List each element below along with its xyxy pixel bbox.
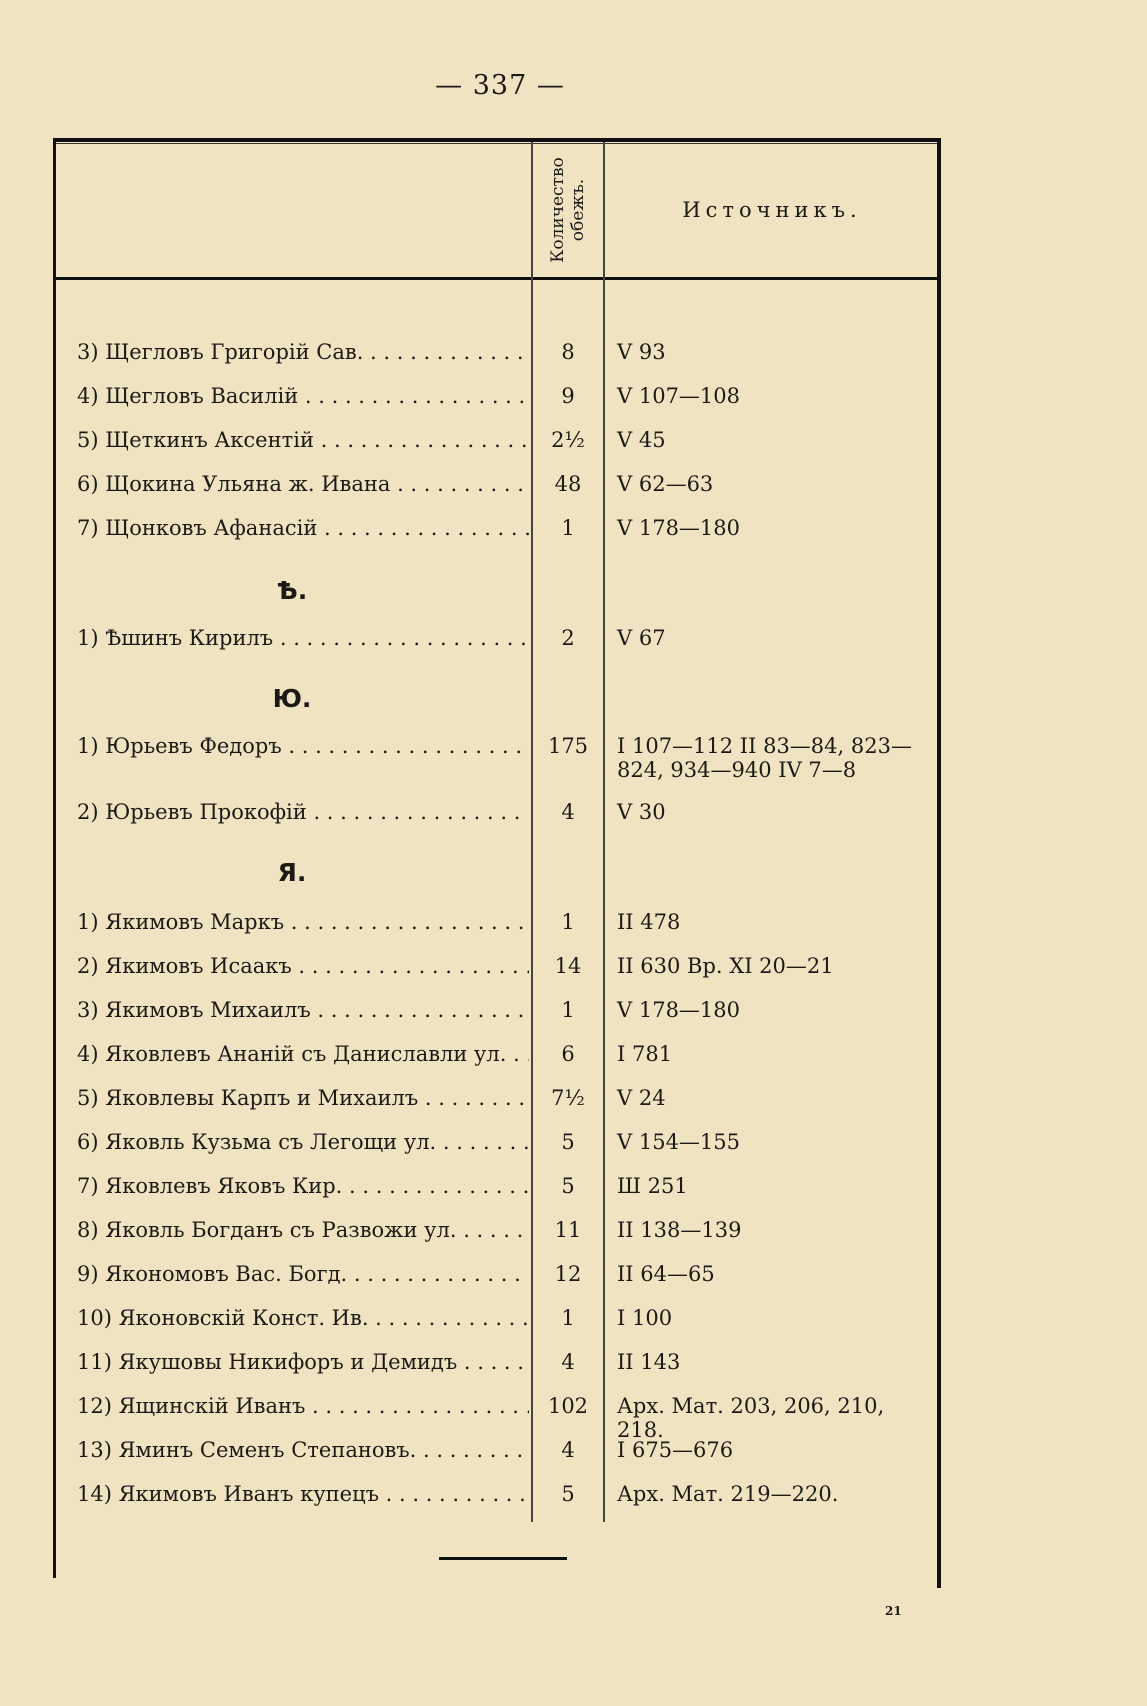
right-border <box>937 138 941 1588</box>
entry-source: I 107—112 II 83—84, 823—824, 934—940 IV 7—8 <box>617 734 912 782</box>
entry-quantity: 14 <box>554 954 582 978</box>
entry-name: 6) Щокина Ульяна ж. Ивана . . . <box>77 472 529 496</box>
entry-quantity: 5 <box>561 1174 575 1198</box>
entry-source: V 24 <box>617 1086 666 1110</box>
entry-quantity: 4 <box>561 800 575 824</box>
entry-name: 2) Якимовъ Исаакъ . . . <box>77 954 529 978</box>
top-rule-thin <box>53 143 941 144</box>
entry-source: V 107—108 <box>617 384 741 408</box>
entry-name: 5) Яковлевы Карпъ и Михаилъ . . . <box>77 1086 529 1110</box>
header-quantity-line1: Количество <box>548 157 568 263</box>
entry-name: 12) Ящинскій Иванъ . . . <box>77 1394 529 1418</box>
entry-quantity: 4 <box>561 1350 575 1374</box>
header-quantity-line2: обежъ. <box>568 178 588 242</box>
entry-quantity: 8 <box>561 340 575 364</box>
entry-name: 8) Яковль Богданъ съ Развожи ул. . . . <box>77 1218 529 1242</box>
entry-source: Арх. Мат. 203, 206, 210, 218. <box>617 1394 885 1442</box>
entry-name: 9) Якономовъ Вас. Богд. . . . <box>77 1262 529 1286</box>
entry-source: II 630 Вр. XI 20—21 <box>617 954 834 978</box>
entry-name: 14) Якимовъ Иванъ купецъ . . . <box>77 1482 529 1506</box>
column-separator-name <box>531 142 533 1522</box>
entry-quantity: 102 <box>547 1394 589 1418</box>
section-letter: Ѣ. <box>276 576 308 605</box>
entry-name: 4) Щегловъ Василій . . . <box>77 384 529 408</box>
entry-source: V 178—180 <box>617 516 741 540</box>
entry-quantity: 6 <box>561 1042 575 1066</box>
printer-signature: 21 <box>885 1604 902 1618</box>
header-rule <box>53 277 941 280</box>
entry-source: Арх. Мат. 219—220. <box>617 1482 839 1506</box>
entry-quantity: 2½ <box>551 428 585 452</box>
entry-source: V 67 <box>617 626 666 650</box>
entry-source: II 143 <box>617 1350 681 1374</box>
entry-source: V 178—180 <box>617 998 741 1022</box>
entry-source: Ш 251 <box>617 1174 688 1198</box>
entry-quantity: 5 <box>561 1482 575 1506</box>
entry-name: 10) Яконовскій Конст. Ив. . . . <box>77 1306 529 1330</box>
entry-source: II 64—65 <box>617 1262 715 1286</box>
entry-name: 7) Щонковъ Афанасій . . . <box>77 516 529 540</box>
entry-source: I 675—676 <box>617 1438 734 1462</box>
entry-quantity: 1 <box>561 998 575 1022</box>
page-number: — 337 — <box>435 70 565 101</box>
entry-quantity: 7½ <box>551 1086 585 1110</box>
entry-source: V 45 <box>617 428 666 452</box>
entry-quantity: 2 <box>561 626 575 650</box>
entry-source: II 138—139 <box>617 1218 742 1242</box>
entry-quantity: 4 <box>561 1438 575 1462</box>
entry-quantity: 12 <box>554 1262 582 1286</box>
entry-source: I 100 <box>617 1306 673 1330</box>
entry-name: 3) Якимовъ Михаилъ . . . <box>77 998 529 1022</box>
entry-quantity: 1 <box>561 516 575 540</box>
entry-quantity: 11 <box>554 1218 582 1242</box>
closing-rule <box>439 1557 567 1560</box>
section-letter: Я. <box>277 858 307 887</box>
entry-name: 1) Якимовъ Маркъ . . . <box>77 910 529 934</box>
entry-quantity: 1 <box>561 1306 575 1330</box>
entry-source: V 154—155 <box>617 1130 741 1154</box>
entry-source: I 781 <box>617 1042 673 1066</box>
entry-quantity: 5 <box>561 1130 575 1154</box>
column-separator-qty <box>603 142 605 1522</box>
entry-name: 1) Юрьевъ Федоръ . . . <box>77 734 529 758</box>
entry-name: 13) Яминъ Семенъ Степановъ. . . . <box>77 1438 529 1462</box>
entry-name: 1) Ѣшинъ Кирилъ . . . <box>77 626 529 650</box>
header-quantity <box>535 144 601 276</box>
entry-name: 3) Щегловъ Григорій Сав. . . . <box>77 340 529 364</box>
entry-quantity: 48 <box>554 472 582 496</box>
entry-name: 7) Яковлевъ Яковъ Кир. . . . <box>77 1174 529 1198</box>
entry-quantity: 9 <box>561 384 575 408</box>
entry-name: 6) Яковль Кузьма съ Легощи ул. . . . <box>77 1130 529 1154</box>
entry-source: II 478 <box>617 910 681 934</box>
entry-name: 4) Яковлевъ Ананій съ Даниславли ул. . . . <box>77 1042 529 1066</box>
entry-name: 2) Юрьевъ Прокофій . . . <box>77 800 529 824</box>
entry-quantity: 175 <box>547 734 589 758</box>
entry-name: 11) Якушовы Никифоръ и Демидъ . . . <box>77 1350 529 1374</box>
entry-name: 5) Щеткинъ Аксентій . . . <box>77 428 529 452</box>
top-rule <box>53 138 941 142</box>
header-source: Источникъ. <box>682 198 862 222</box>
entry-source: V 30 <box>617 800 666 824</box>
entry-source: V 62—63 <box>617 472 714 496</box>
register-table <box>53 138 941 1588</box>
entry-source: V 93 <box>617 340 666 364</box>
entry-quantity: 1 <box>561 910 575 934</box>
section-letter: Ю. <box>272 684 312 713</box>
